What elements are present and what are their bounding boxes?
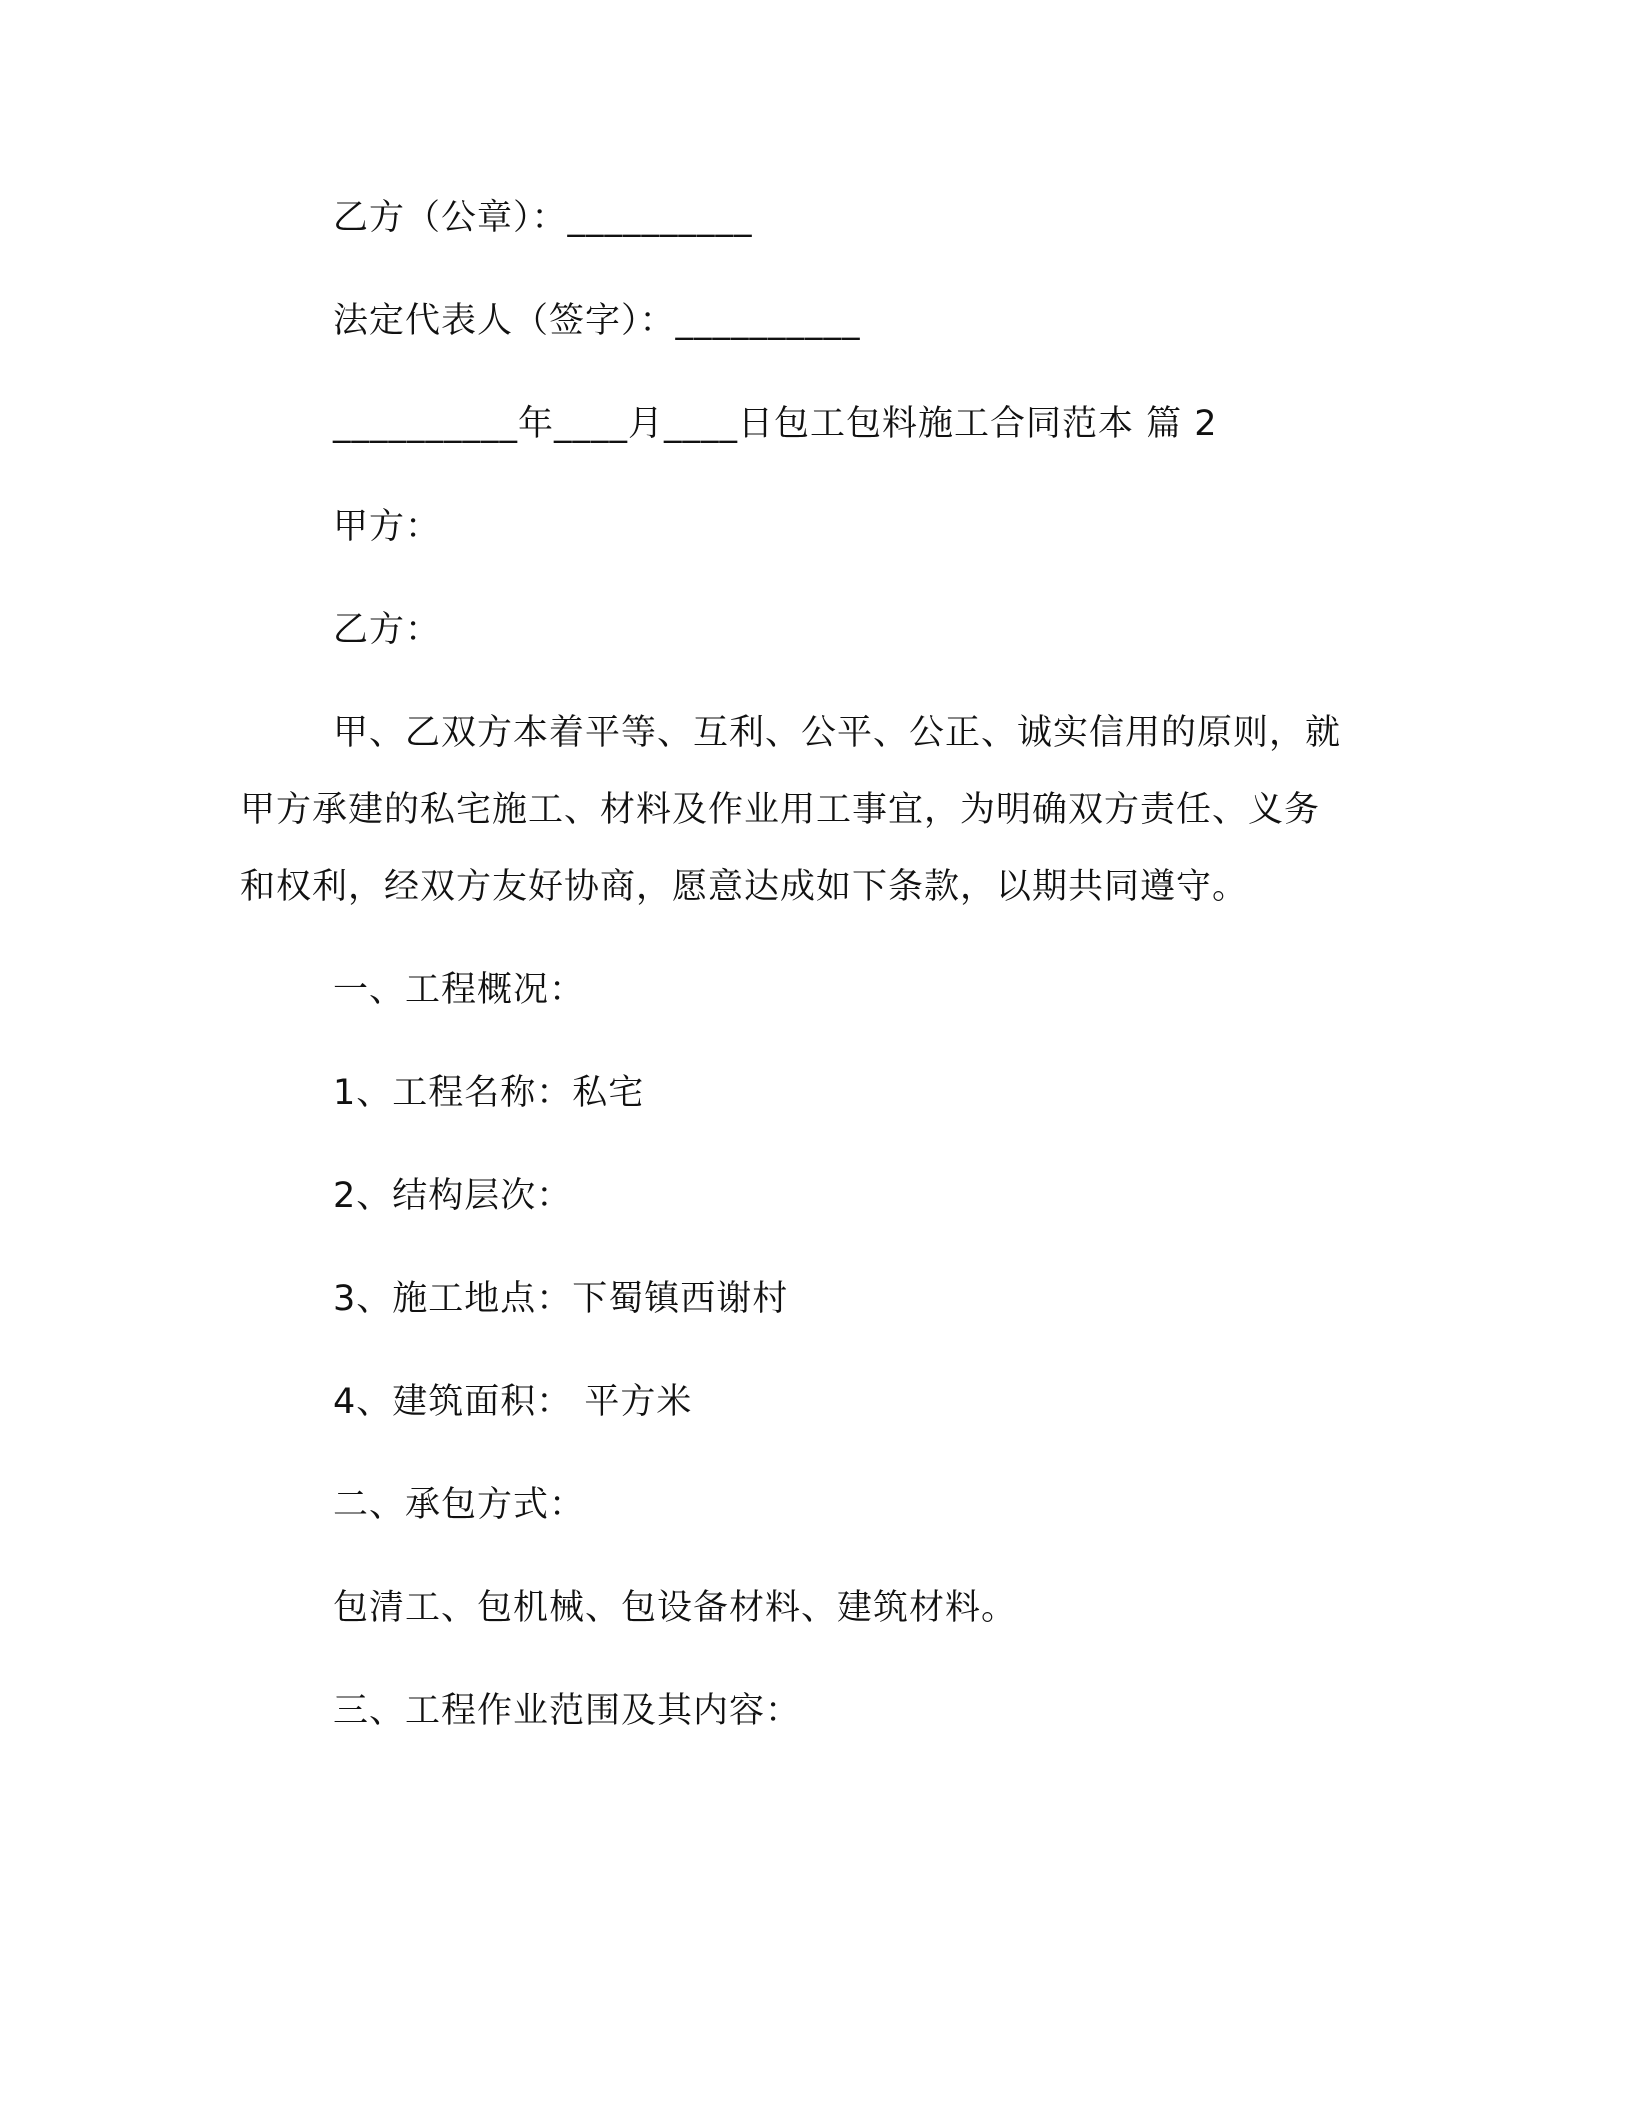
- section-2-heading: 二、承包方式：: [333, 1485, 586, 1525]
- intro-line-2: 甲方承建的私宅施工、材料及作业用工事宜，为明确双方责任、义务: [240, 790, 1321, 830]
- structure-levels-item: 2、结构层次：: [333, 1176, 573, 1216]
- legal-representative-signature-line: 法定代表人（签字）：__________: [333, 301, 861, 341]
- section-3-heading: 三、工程作业范围及其内容：: [333, 1691, 802, 1731]
- party-b-seal-line: 乙方（公章）：__________: [333, 198, 753, 238]
- party-b-label: 乙方：: [333, 610, 442, 650]
- construction-site-item: 3、施工地点：下蜀镇西谢村: [333, 1279, 789, 1319]
- intro-line-3: 和权利，经双方友好协商，愿意达成如下条款，以期共同遵守。: [240, 867, 1249, 907]
- date-and-contract-title: __________年____月____日包工包料施工合同范本 篇 2: [333, 404, 1218, 444]
- intro-line-1: 甲、乙双方本着平等、互利、公平、公正、诚实信用的原则，就: [333, 713, 1342, 753]
- intro-paragraph: [240, 695, 1390, 926]
- section-1-heading: 一、工程概况：: [333, 970, 586, 1010]
- party-a-label: 甲方：: [333, 507, 442, 547]
- building-area-item: 4、建筑面积： 平方米: [333, 1382, 693, 1422]
- contract-method-body: 包清工、包机械、包设备材料、建筑材料。: [333, 1588, 1018, 1628]
- project-name-item: 1、工程名称：私宅: [333, 1073, 645, 1113]
